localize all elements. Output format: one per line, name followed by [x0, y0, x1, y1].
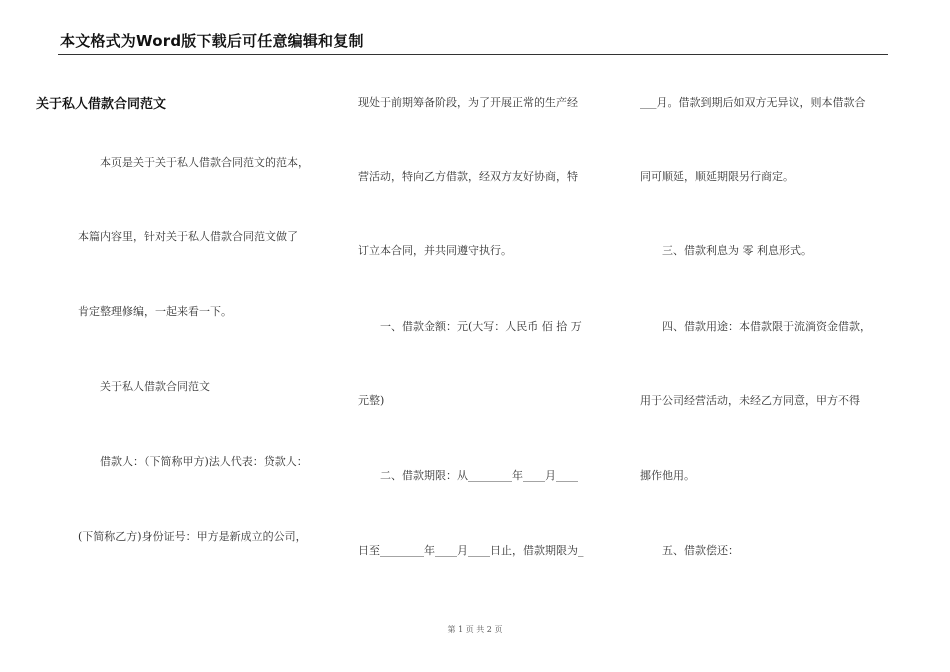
paragraph-line: 本篇内容里，针对关于私人借款合同范文做了 — [78, 230, 298, 243]
paragraph-line: 关于私人借款合同范文 — [78, 380, 210, 393]
text-column-3 — [640, 0, 890, 640]
paragraph-line: 同可顺延，顺延期限另行商定。 — [640, 170, 794, 183]
paragraph-line: 本页是关于关于私人借款合同范文的范本， — [78, 156, 309, 169]
paragraph-line: 肯定整理修编，一起来看一下。 — [78, 305, 232, 318]
text-column-2 — [358, 0, 628, 640]
paragraph-line: 五、借款偿还： — [640, 544, 739, 557]
paragraph-line: 四、借款用途：本借款限于流淌资金借款， — [640, 320, 871, 333]
paragraph-line: 一、借款金额：元(大写：人民币 佰 拾 万 — [358, 320, 582, 333]
paragraph-line: 用于公司经营活动，未经乙方同意，甲方不得 — [640, 394, 860, 407]
page-number: 第 1 页 共 2 页 — [447, 625, 503, 634]
text-column-1 — [78, 0, 348, 640]
paragraph-line: 借款人：（下简称甲方)法人代表：贷款人： — [78, 455, 308, 468]
paragraph-line: (下简称乙方)身份证号：甲方是新成立的公司， — [78, 530, 307, 543]
paragraph-line: 元整) — [358, 394, 385, 407]
paragraph-line: 二、借款期限：从________年____月____ — [358, 469, 578, 482]
document-banner: 本文格式为Word版下载后可任意编辑和复制 — [60, 32, 364, 50]
paragraph-line: 现处于前期筹备阶段，为了开展正常的生产经 — [358, 96, 578, 109]
paragraph-line: ___月。借款到期后如双方无异议，则本借款合 — [640, 96, 866, 109]
paragraph-line: 挪作他用。 — [640, 469, 695, 482]
document-title: 关于私人借款合同范文 — [36, 97, 167, 112]
paragraph-line: 订立本合同，并共同遵守执行。 — [358, 244, 512, 257]
paragraph-line: 日至________年____月____日止，借款期限为_ — [358, 544, 584, 557]
paragraph-line: 营活动，特向乙方借款，经双方友好协商，特 — [358, 170, 578, 183]
paragraph-line: 三、借款利息为 零 利息形式。 — [640, 244, 812, 257]
